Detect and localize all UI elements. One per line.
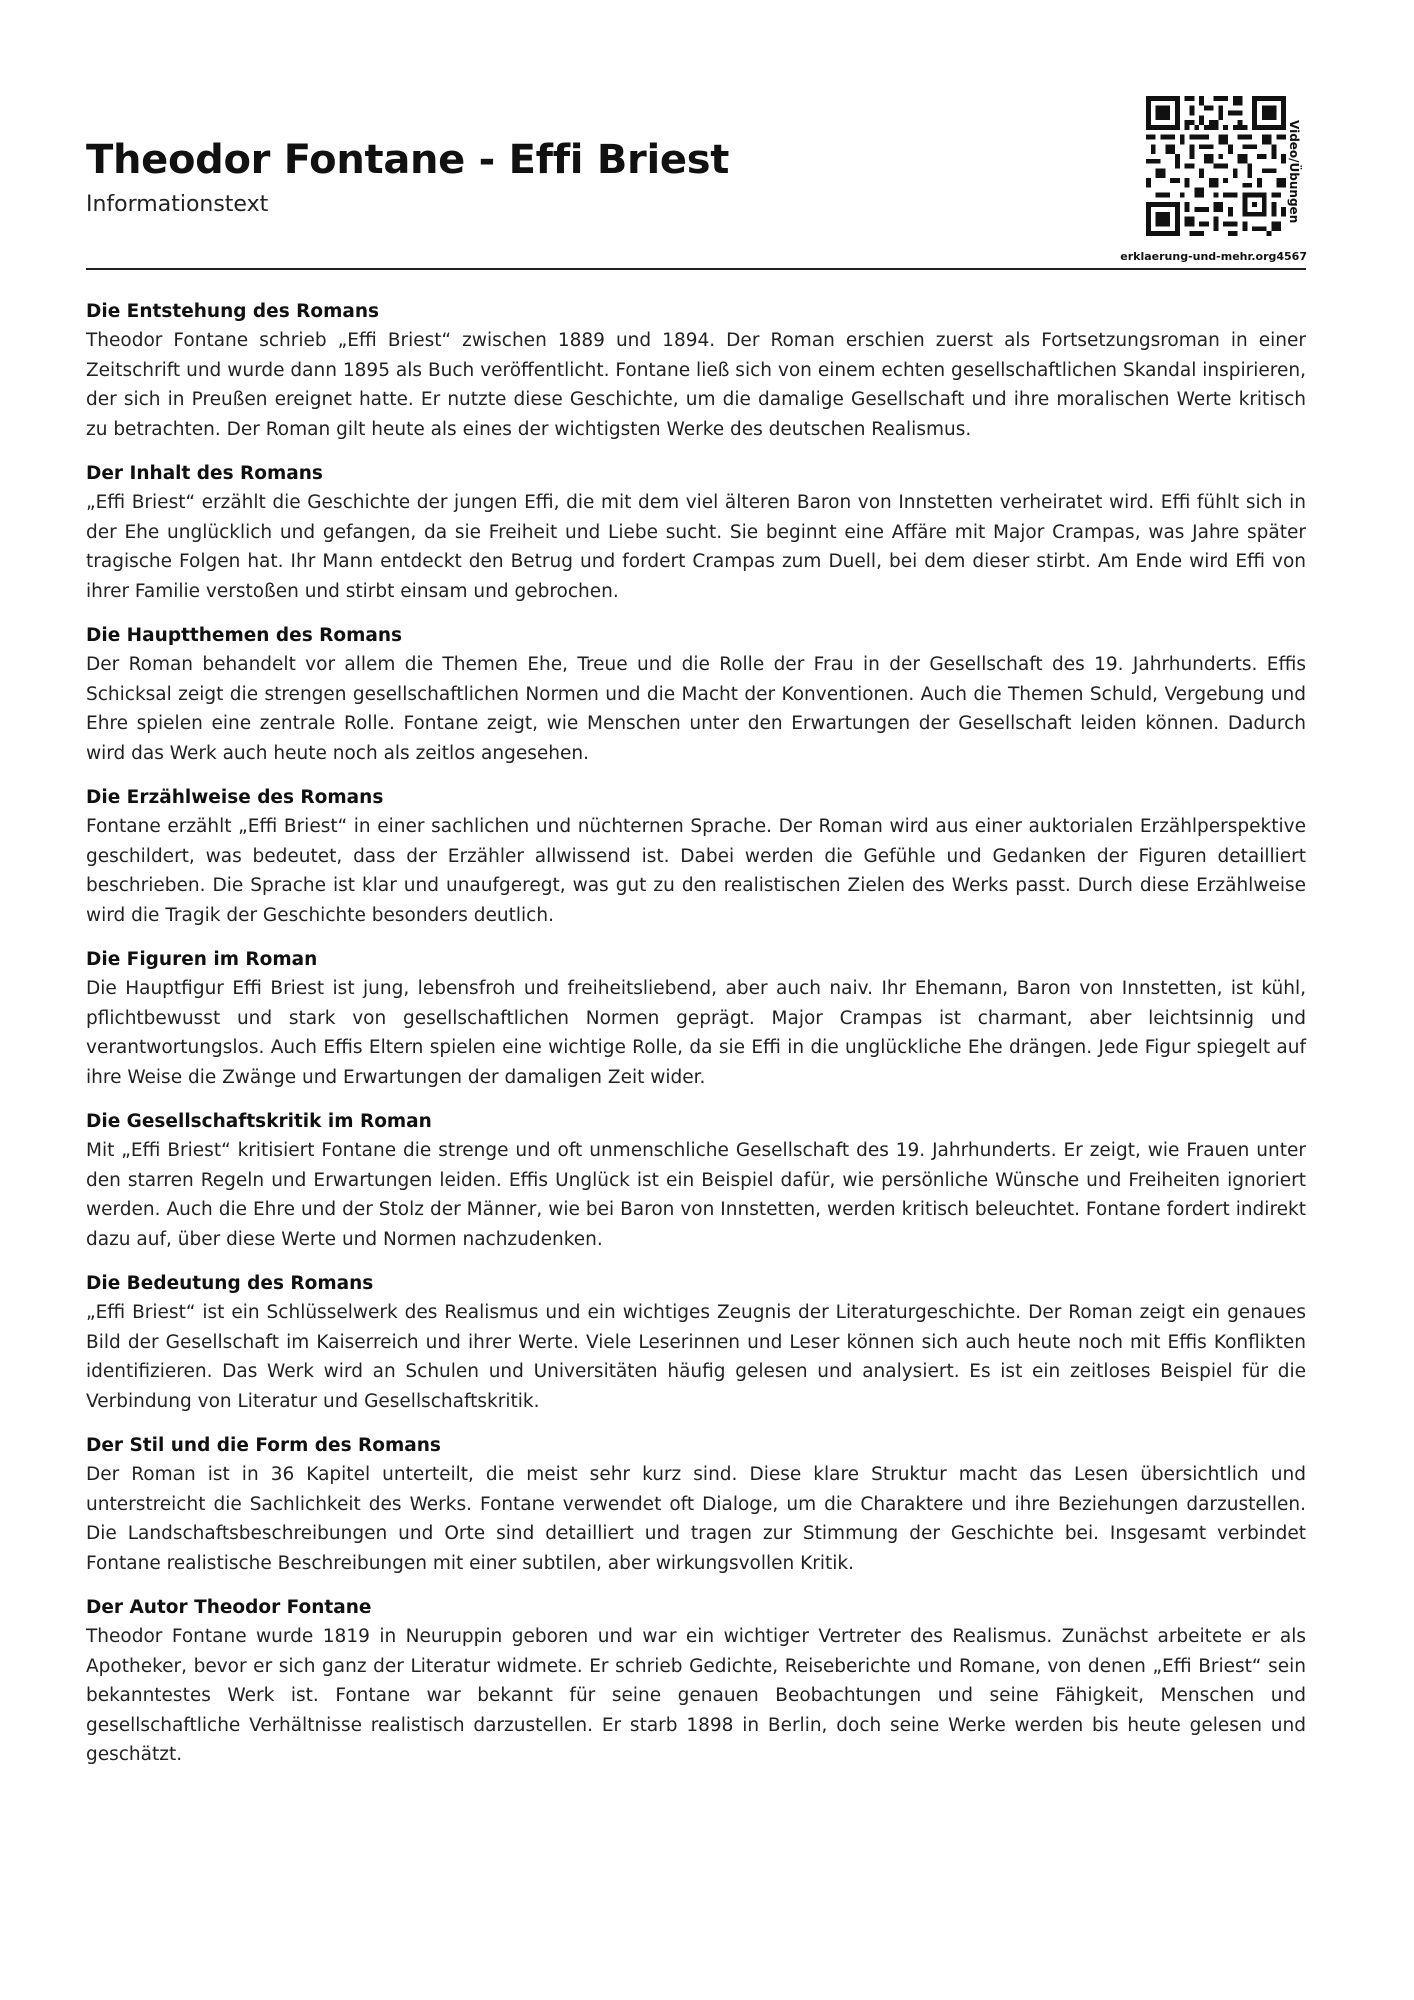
qr-code-icon[interactable] [1146, 96, 1286, 236]
section-heading: Der Stil und die Form des Romans [86, 1435, 441, 1456]
page-header [86, 0, 1331, 270]
section-body: „Effi Briest“ erzählt die Geschichte der jungen Effi, die mit dem viel älteren Baron von Innstetten verheiratet wird. Effi fühlt sich in der Ehe unglücklich und gefangen, da sie Freiheit und Liebe sucht. Sie beginnt eine Affäre mit Major Crampas, was Jahre später tragische Folgen hat. Ihr Mann entdeckt den Betrug und fordert Crampas zum Duell, bei dem dieser stirbt. Am Ende wird Effi von ihrer Familie verstoßen und stirbt einsam und gebrochen. [86, 492, 1306, 602]
section-body: Der Roman ist in 36 Kapitel unterteilt, die meist sehr kurz sind. Diese klare Struktur macht das Lesen übersichtlich und unterstreicht die Sachlichkeit des Werks. Fontane verwendet oft Dialoge, um die Charaktere und ihre Beziehungen darzustellen. Die Landschaftsbeschreibungen und Orte sind detailliert und tragen zur Stimmung der Geschichte bei. Insgesamt verbindet Fontane realistische Beschreibungen mit einer subtilen, aber wirkungsvollen Kritik. [86, 1464, 1306, 1574]
text-content [86, 297, 1306, 1785]
section-heading: Die Bedeutung des Romans [86, 1273, 374, 1294]
section-heading: Die Gesellschaftskritik im Roman [86, 1111, 432, 1132]
section-stil-form [86, 1431, 1306, 1578]
section-heading: Die Entstehung des Romans [86, 301, 380, 322]
worksheet-page [86, 0, 1331, 2000]
section-body: Die Hauptfigur Effi Briest ist jung, lebensfroh und freiheitsliebend, aber auch naiv. Ihr Ehemann, Baron von Innstetten, ist kühl, pflichtbewusst und stark von gesellschaftlichen Normen geprägt. Major Crampas ist charmant, aber leichtsinnig und verantwortungslos. Auch Effis Eltern spielen eine wichtige Rolle, da sie Effi in die unglückliche Ehe drängen. Jede Figur spiegelt auf ihre Weise die Zwänge und Erwartungen der damaligen Zeit wider. [86, 978, 1306, 1088]
section-body: Theodor Fontane wurde 1819 in Neuruppin geboren und war ein wichtiger Vertreter des Realismus. Zunächst arbeitete er als Apotheker, bevor er sich ganz der Literatur widmete. Er schrieb Gedichte, Reiseberichte und Romane, von denen „Effi Briest“ sein bekanntestes Werk ist. Fontane war bekannt für seine genauen Beobachtungen und seine Fähigkeit, Menschen und gesellschaftliche Verhältnisse realistisch darzustellen. Er starb 1898 in Berlin, doch seine Werke werden bis heute gelesen und geschätzt. [86, 1626, 1306, 1765]
section-figuren [86, 945, 1306, 1092]
section-entstehung [86, 297, 1306, 444]
page-title: Theodor Fontane - Effi Briest [86, 137, 730, 183]
section-body: Theodor Fontane schrieb „Effi Briest“ zwischen 1889 und 1894. Der Roman erschien zuerst als Fortsetzungsroman in einer Zeitschrift und wurde dann 1895 als Buch veröffentlicht. Fontane ließ sich von einem echten gesellschaftlichen Skandal inspirieren, der sich in Preußen ereignet hatte. Er nutzte diese Geschichte, um die damalige Gesellschaft und ihre moralischen Werte kritisch zu betrachten. Der Roman gilt heute als eines der wichtigsten Werke des deutschen Realismus. [86, 330, 1306, 440]
section-heading: Die Figuren im Roman [86, 949, 318, 970]
section-body: Der Roman behandelt vor allem die Themen Ehe, Treue und die Rolle der Frau in der Gesellschaft des 19. Jahrhunderts. Effis Schicksal zeigt die strengen gesellschaftlichen Normen und die Macht der Konventionen. Auch die Themen Schuld, Vergebung und Ehre spielen eine zentrale Rolle. Fontane zeigt, wie Menschen unter den Erwartungen der Gesellschaft leiden können. Dadurch wird das Werk auch heute noch als zeitlos angesehen. [86, 654, 1306, 764]
section-bedeutung [86, 1269, 1306, 1416]
section-inhalt [86, 459, 1306, 606]
section-heading: Der Autor Theodor Fontane [86, 1597, 372, 1618]
section-hauptthemen [86, 621, 1306, 768]
qr-url-caption[interactable]: erklaerung-und-mehr.org4567 [1120, 250, 1307, 263]
qr-code-graphic [1146, 96, 1286, 236]
section-heading: Die Erzählweise des Romans [86, 787, 384, 808]
page-subtitle: Informationstext [86, 192, 269, 217]
section-heading: Die Hauptthemen des Romans [86, 625, 403, 646]
video-exercises-label: Video/Übungen [1287, 120, 1301, 224]
section-erzaehlweise [86, 783, 1306, 930]
section-body: Fontane erzählt „Effi Briest“ in einer sachlichen und nüchternen Sprache. Der Roman wird aus einer auktorialen Erzählperspektive geschildert, was bedeutet, dass der Erzähler allwissend ist. Dabei werden die Gefühle und Gedanken der Figuren detailliert beschrieben. Die Sprache ist klar und unaufgeregt, was gut zu den realistischen Zielen des Werks passt. Durch diese Erzählweise wird die Tragik der Geschichte besonders deutlich. [86, 816, 1306, 926]
header-divider [86, 268, 1306, 270]
section-autor [86, 1593, 1306, 1770]
section-body: „Effi Briest“ ist ein Schlüsselwerk des Realismus und ein wichtiges Zeugnis der Literaturgeschichte. Der Roman zeigt ein genaues Bild der Gesellschaft im Kaiserreich und ihrer Werte. Viele Leserinnen und Leser können sich auch heute noch mit Effis Konflikten identifizieren. Das Werk wird an Schulen und Universitäten häufig gelesen und analysiert. Es ist ein zeitloses Beispiel für die Verbindung von Literatur und Gesellschaftskritik. [86, 1302, 1306, 1412]
section-body: Mit „Effi Briest“ kritisiert Fontane die strenge und oft unmenschliche Gesellschaft des 19. Jahrhunderts. Er zeigt, wie Frauen unter den starren Regeln und Erwartungen leiden. Effis Unglück ist ein Beispiel dafür, wie persönliche Wünsche und Freiheiten ignoriert werden. Auch die Ehre und der Stolz der Männer, wie bei Baron von Innstetten, werden kritisch beleuchtet. Fontane fordert indirekt dazu auf, über diese Werte und Normen nachzudenken. [86, 1140, 1306, 1250]
section-gesellschaftskritik [86, 1107, 1306, 1254]
section-heading: Der Inhalt des Romans [86, 463, 323, 484]
